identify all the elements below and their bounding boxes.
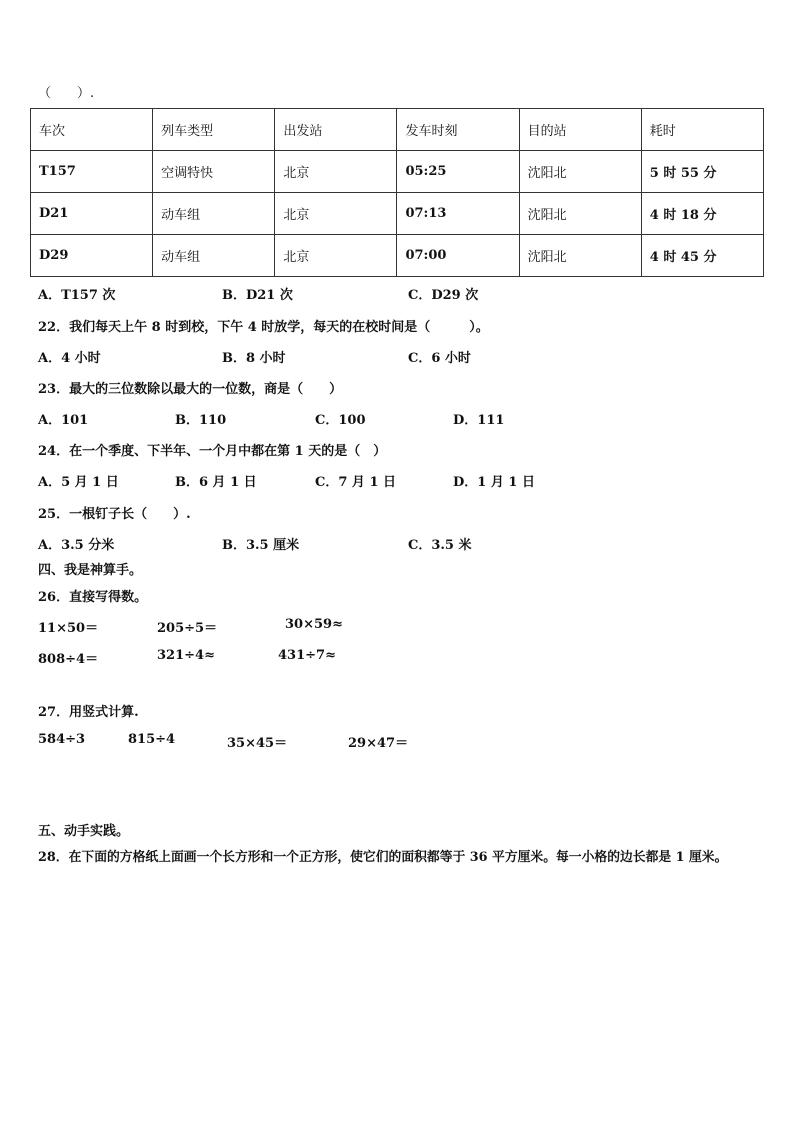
question-23-option-d: D．111	[453, 413, 505, 428]
question-22-option-c: C．6 小时	[408, 351, 471, 366]
table-header-cell: 列车类型	[153, 109, 275, 151]
question-23-option-b: B．110	[175, 413, 227, 428]
calc-item: 30×59≈	[285, 617, 343, 632]
question-27-stem: 27．用竖式计算.	[38, 705, 139, 720]
calc-item: 11×50＝	[38, 621, 99, 636]
table-header-cell: 发车时刻	[397, 109, 519, 151]
table-cell: 4 时 18 分	[641, 193, 763, 235]
section-5-heading: 五、动手实践。	[38, 824, 130, 839]
question-23-option-a: A．101	[38, 413, 89, 428]
question-28-stem: 28．在下面的方格纸上面画一个长方形和一个正方形，使它们的面积都等于 36 平方厘米。每一小格的边长都是 1 厘米。	[38, 850, 728, 865]
table-cell: 沈阳北	[519, 193, 641, 235]
table-cell: 4 时 45 分	[641, 235, 763, 277]
table-cell: 5 时 55 分	[641, 151, 763, 193]
table-cell: T157	[31, 151, 153, 193]
table-cell: 动车组	[153, 235, 275, 277]
calc-item: 431÷7≈	[278, 648, 336, 663]
question-25-option-b: B．3.5 厘米	[222, 538, 300, 553]
question-23-stem: 23．最大的三位数除以最大的一位数，商是（ ）	[38, 382, 343, 397]
table-header-cell: 车次	[31, 109, 153, 151]
table-cell: 07:00	[397, 235, 519, 277]
table-row	[31, 235, 764, 277]
table-cell: 北京	[275, 235, 397, 277]
calc-item: 321÷4≈	[157, 648, 215, 663]
question-21-stem-tail: （ ）.	[38, 86, 95, 101]
table-header-cell: 出发站	[275, 109, 397, 151]
table-cell: D21	[31, 193, 153, 235]
vertical-calc-item: 29×47＝	[348, 736, 409, 751]
table-cell: 北京	[275, 193, 397, 235]
question-24-option-a: A．5 月 1 日	[38, 475, 119, 490]
question-25-option-c: C．3.5 米	[408, 538, 472, 553]
table-header-row	[31, 109, 764, 151]
question-24-option-d: D．1 月 1 日	[453, 475, 535, 490]
table-cell: 沈阳北	[519, 151, 641, 193]
question-25-option-a: A．3.5 分米	[38, 538, 115, 553]
table-row	[31, 193, 764, 235]
table-cell: 沈阳北	[519, 235, 641, 277]
table-header-cell: 耗时	[641, 109, 763, 151]
table-cell: D29	[31, 235, 153, 277]
calc-item: 205÷5＝	[157, 621, 218, 636]
question-24-option-b: B．6 月 1 日	[175, 475, 257, 490]
table-row	[31, 151, 764, 193]
question-22-option-a: A．4 小时	[38, 351, 101, 366]
vertical-calc-item: 35×45＝	[227, 736, 288, 751]
question-23-option-c: C．100	[315, 413, 366, 428]
question-24-stem: 24．在一个季度、下半年、一个月中都在第 1 天的是（ ）	[38, 444, 387, 459]
table-cell: 动车组	[153, 193, 275, 235]
calc-item: 808÷4＝	[38, 652, 99, 667]
question-22-option-b: B．8 小时	[222, 351, 286, 366]
table-cell: 07:13	[397, 193, 519, 235]
table-cell: 北京	[275, 151, 397, 193]
question-21-option-c: C．D29 次	[408, 288, 479, 303]
question-24-option-c: C．7 月 1 日	[315, 475, 397, 490]
question-21-option-b: B．D21 次	[222, 288, 293, 303]
vertical-calc-item: 815÷4	[128, 732, 176, 747]
question-21-option-a: A．T157 次	[38, 288, 116, 303]
question-25-stem: 25．一根钉子长（ ）.	[38, 507, 191, 522]
table-cell: 05:25	[397, 151, 519, 193]
table-header-cell: 目的站	[519, 109, 641, 151]
table-cell: 空调特快	[153, 151, 275, 193]
vertical-calc-item: 584÷3	[38, 732, 86, 747]
question-26-stem: 26．直接写得数。	[38, 590, 148, 605]
section-4-heading: 四、我是神算手。	[38, 563, 143, 578]
question-22-stem: 22．我们每天上午 8 时到校，下午 4 时放学，每天的在校时间是（ ）。	[38, 320, 489, 335]
train-schedule-table	[30, 108, 764, 277]
